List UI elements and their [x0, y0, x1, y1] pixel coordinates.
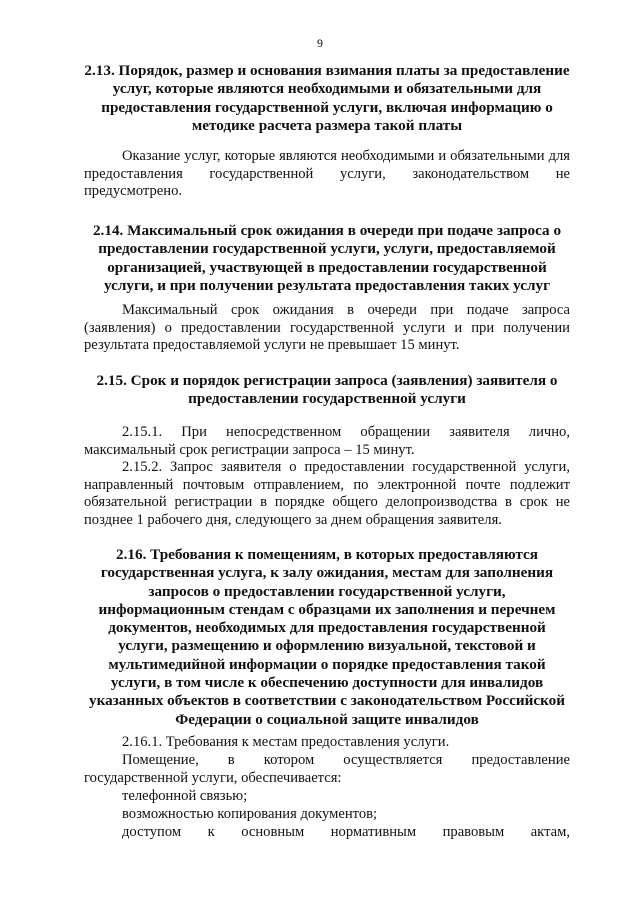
section-2-13-heading: 2.13. Порядок, размер и основания взимания платы за предоставление услуг, которые являются необходимыми и обязательными для предоставления государственной услуги, включая информацию о методике расчета размера такой платы [84, 62, 570, 134]
section-2-15-2-text: 2.15.2. Запрос заявителя о предоставлении государственной услуги, направленный почтовым отправлением, по электронной почте подлежит обязательной регистрации в порядке общего делопроизводства в срок не позднее 1 рабочего дня, следующего за днем обращения заявителя. [84, 459, 570, 528]
list-item-phone: телефонной связью; [122, 788, 248, 804]
section-2-13-text: Оказание услуг, которые являются необходимыми и обязательными для предоставления государственной услуги, законодательством не предусмотрено. [84, 148, 570, 200]
list-item-legal-acts: доступом к основным нормативным правовым актам, [122, 824, 570, 840]
section-2-16-premises-text: Помещение, в котором осуществляется предоставление государственной услуги, обеспечивается: [84, 752, 570, 786]
section-2-16-1-text: 2.16.1. Требования к местам предоставления услуги. [122, 734, 450, 750]
section-2-15-1-text: 2.15.1. При непосредственном обращении заявителя лично, максимальный срок регистрации запроса – 15 минут. [84, 424, 570, 458]
list-item-copying: возможностью копирования документов; [122, 806, 378, 822]
section-2-14-heading: 2.14. Максимальный срок ожидания в очереди при подаче запроса о предоставлении государственной услуги, услуги, предоставляемой организацией, участвующей в предоставлении государственной услуги, и при получении результата предоставления таких услуг [92, 222, 562, 294]
section-2-15-heading: 2.15. Срок и порядок регистрации запроса (заявления) заявителя о предоставлении государственной услуги [96, 372, 558, 408]
page-number: 9 [317, 36, 323, 50]
section-2-14-text: Максимальный срок ожидания в очереди при подаче запроса (заявления) о предоставлении государственной услуги и при получении результата предоставляемой услуги не превышает 15 минут. [84, 302, 570, 354]
section-2-16-heading: 2.16. Требования к помещениям, в которых предоставляются государственная услуга, к залу ожидания, местам для заполнения запросов о предоставлении государственной услуги, информационным стендам с образцами их заполнения и перечнем документов, необходимых для предоставления государственной услуги, размещению и оформлению визуальной, текстовой и мультимедийной информации о порядке предоставления такой услуги, в том числе к обеспечению доступности для инвалидов указанных объектов в соответствии с законодательством Российской Федерации о социальной защите инвалидов [88, 546, 566, 728]
